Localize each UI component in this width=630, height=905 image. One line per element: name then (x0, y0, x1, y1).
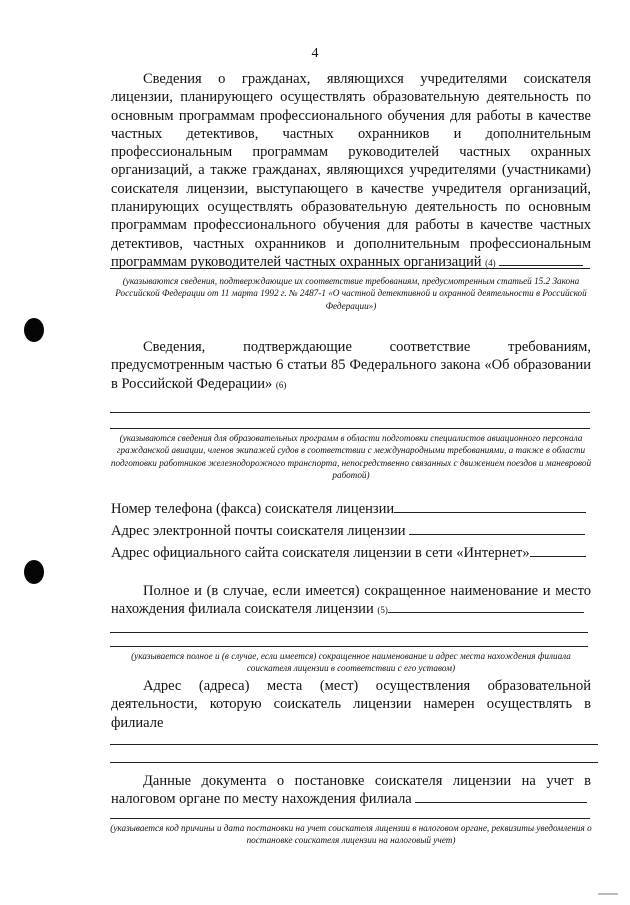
website-label: Адрес официального сайта соискателя лицензии в сети «Интернет» (111, 545, 530, 561)
footnote-ref: (5) (377, 605, 388, 616)
punch-hole (24, 318, 44, 342)
punch-hole (24, 560, 44, 584)
email-field[interactable] (409, 522, 585, 535)
fill-line[interactable] (388, 600, 584, 613)
website-row (111, 544, 586, 562)
requirements-note: (указываются сведения для образовательных программ в области подготовки специалистов авиационного персонала гражданской авиации, членов экипажей судов в соответствии с международными требованиями, а также в области подготовки работников железнодорожного транспорта, непосредственно связанных с движением поездов и маневровой работой) (110, 433, 592, 480)
fill-line[interactable] (111, 732, 541, 745)
branch-address-paragraph (111, 677, 591, 750)
tax-registration-paragraph (111, 772, 591, 809)
fill-line[interactable] (110, 428, 590, 429)
fill-line[interactable] (110, 646, 588, 647)
page-number: 4 (311, 46, 319, 61)
fill-line[interactable] (110, 818, 590, 819)
founders-info-paragraph (111, 70, 591, 272)
fill-line[interactable] (415, 790, 587, 803)
footnote-ref: (4) (485, 257, 496, 268)
requirements-text: Сведения, подтверждающие соответствие требованиям, предусмотренным частью 6 статьи 85 Федерального закона «Об образовании в Российской Федерации» (111, 339, 591, 392)
phone-field[interactable] (394, 500, 586, 513)
branch-name-text: Полное и (в случае, если имеется) сокращенное наименование и место нахождения филиала соискателя лицензии (111, 583, 591, 618)
fill-line[interactable] (499, 253, 583, 266)
footnote-ref: (6) (275, 379, 287, 390)
phone-label: Номер телефона (факса) соискателя лицензии (111, 501, 395, 517)
branch-name-paragraph (111, 582, 591, 620)
branch-address-text: Адрес (адреса) места (мест) осуществления образовательной деятельности, которую соискатель лицензии намерен осуществлять в филиале (111, 678, 591, 731)
scan-mark (598, 893, 618, 895)
fill-line[interactable] (110, 268, 590, 269)
email-label: Адрес электронной почты соискателя лицензии (111, 523, 406, 539)
fill-line[interactable] (110, 744, 598, 745)
fill-line[interactable] (110, 762, 598, 763)
founders-info-note: (указываются сведения, подтверждающие их соответствие требованиям, предусмотренным статьей 15.2 Закона Российской Федерации от 11 марта 1992 г. № 2487-1 «О частной детективной и охранной деятельности в Российской Федерации») (115, 276, 587, 311)
phone-row (111, 500, 586, 518)
branch-name-note: (указывается полное и (в случае, если имеется) сокращенное наименование и адрес места нахождения филиала соискателя лицензии в соответствии с его уставом) (131, 651, 571, 674)
tax-registration-note: (указывается код причины и дата постановки на учет соискателя лицензии в налоговом органе, реквизиты уведомления о постановке соискателя лицензии на налоговый учет) (110, 823, 592, 846)
fill-line[interactable] (110, 412, 590, 413)
website-field[interactable] (530, 544, 586, 557)
fill-line[interactable] (110, 632, 588, 633)
founders-info-text: Сведения о гражданах, являющихся учредителями соискателя лицензии, планирующего осуществлять образовательную деятельность по основным программам профессионального обучения для работы в качестве частных детективов, частных охранников и дополнительным профессиональным программам руководителей частных охранных организаций, а также гражданах, являющихся учредителями (участниками) соискателя лицензии, выступающего в качестве учредителя организаций, планирующих осуществлять образовательную деятельность по основным программам профессионального обучения для работы в качестве частных детективов, частных охранников и дополнительным профессиональным программам руководителей частных охранных организаций (111, 71, 591, 270)
email-row (111, 522, 585, 540)
tax-registration-text: Данные документа о постановке соискателя лицензии на учет в налоговом органе по месту нахождения филиала (111, 773, 591, 808)
requirements-paragraph (111, 338, 591, 394)
